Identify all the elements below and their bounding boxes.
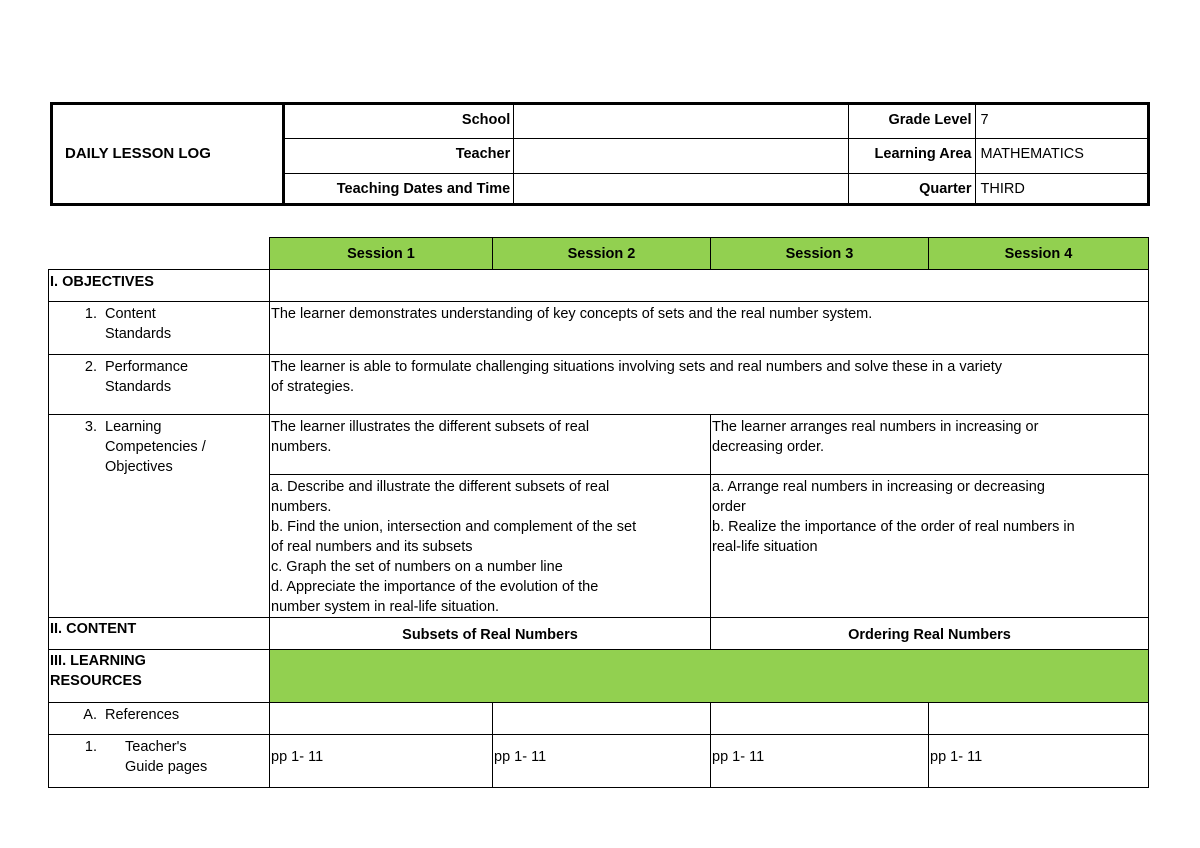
lesson-log-table: [48, 237, 1149, 788]
content-standards-label-line-1: Content: [105, 306, 156, 322]
content-standards-number: 1.: [84, 306, 97, 322]
content-heading: II. CONTENT: [49, 618, 270, 650]
quarter-label: Quarter: [849, 174, 975, 205]
objective-left-line-6: d. Appreciate the importance of the evolution of the: [271, 579, 599, 595]
teacher-field[interactable]: [514, 139, 849, 174]
resources-heading-line-1: III. LEARNING: [50, 653, 146, 669]
teachers-guide-label-line-1: Teacher's: [125, 739, 187, 755]
objective-left-line-5: c. Graph the set of numbers on a number line: [271, 559, 563, 575]
objective-left-line-3: b. Find the union, intersection and complement of the set: [271, 519, 637, 535]
school-field[interactable]: [514, 104, 849, 139]
session-1-header: Session 1: [270, 238, 493, 270]
performance-standards-number: 2.: [84, 359, 97, 375]
competency-sessions-3-4: [711, 415, 1149, 475]
competency-sessions-1-2: [270, 415, 711, 475]
learning-competencies-label-line-2: Competencies /: [105, 439, 206, 455]
teachers-guide-label: [49, 735, 270, 788]
session-3-header: Session 3: [711, 238, 929, 270]
teachers-guide-session-3: pp 1- 11: [711, 735, 929, 788]
objective-left-line-1: a. Describe and illustrate the different subsets of real: [271, 479, 610, 495]
competency-right-line-2: decreasing order.: [712, 439, 825, 455]
objective-left-line-7: number system in real-life situation.: [271, 599, 500, 615]
learning-competencies-label-line-3: Objectives: [105, 459, 173, 475]
corner-cell: [49, 238, 270, 270]
teacher-label: Teacher: [283, 139, 514, 174]
performance-standards-text: [270, 355, 1149, 415]
competency-right-line-1: The learner arranges real numbers in increasing or: [712, 419, 1039, 435]
resources-heading: [49, 650, 270, 703]
teachers-guide-session-4: pp 1- 11: [929, 735, 1149, 788]
session-2-header: Session 2: [493, 238, 711, 270]
references-session-3: [711, 703, 929, 735]
resources-heading-line-2: RESOURCES: [50, 673, 142, 689]
document-title: DAILY LESSON LOG: [52, 104, 284, 205]
competency-left-line-2: numbers.: [271, 439, 332, 455]
content-standards-text: The learner demonstrates understanding of key concepts of sets and the real number system.: [270, 302, 1149, 355]
objectives-sessions-1-2: [270, 475, 711, 618]
references-session-2: [493, 703, 711, 735]
teachers-guide-label-line-2: Guide pages: [125, 759, 208, 775]
references-number: A.: [83, 707, 97, 723]
learning-competencies-label-line-1: Learning: [105, 419, 162, 435]
resources-band: [270, 650, 1149, 703]
content-topic-right: Ordering Real Numbers: [711, 618, 1149, 650]
objectives-heading: I. OBJECTIVES: [49, 270, 270, 302]
performance-standards-label: [49, 355, 270, 415]
references-session-4: [929, 703, 1149, 735]
objectives-sessions-3-4: [711, 475, 1149, 618]
learning-area-label: Learning Area: [849, 139, 975, 174]
content-standards-label-line-2: Standards: [105, 326, 172, 342]
objective-right-line-2: order: [712, 499, 746, 515]
competency-left-line-1: The learner illustrates the different subsets of real: [271, 419, 590, 435]
lesson-log-header: [50, 102, 1150, 206]
objective-right-line-4: real-life situation: [712, 539, 818, 555]
performance-standards-label-line-1: Performance: [105, 359, 189, 375]
content-topic-left: Subsets of Real Numbers: [270, 618, 711, 650]
references-session-1: [270, 703, 493, 735]
teaching-dates-label: Teaching Dates and Time: [283, 174, 514, 205]
school-label: School: [283, 104, 514, 139]
learning-area-value[interactable]: MATHEMATICS: [975, 139, 1149, 174]
session-4-header: Session 4: [929, 238, 1149, 270]
teaching-dates-field[interactable]: [514, 174, 849, 205]
references-text: References: [105, 707, 180, 723]
performance-standards-line-1: The learner is able to formulate challenging situations involving sets and real numbers and solve these in a variety: [271, 359, 1003, 375]
references-label: [49, 703, 270, 735]
performance-standards-line-2: of strategies.: [271, 379, 355, 395]
objective-right-line-1: a. Arrange real numbers in increasing or decreasing: [712, 479, 1045, 495]
teachers-guide-session-2: pp 1- 11: [493, 735, 711, 788]
performance-standards-label-line-2: Standards: [105, 379, 172, 395]
objectives-blank: [270, 270, 1149, 302]
objective-left-line-4: of real numbers and its subsets: [271, 539, 473, 555]
teachers-guide-number: 1.: [84, 739, 97, 755]
objective-right-line-3: b. Realize the importance of the order of real numbers in: [712, 519, 1075, 535]
learning-competencies-label: [49, 415, 270, 618]
teachers-guide-session-1: pp 1- 11: [270, 735, 493, 788]
content-standards-label: [49, 302, 270, 355]
grade-level-value[interactable]: 7: [975, 104, 1149, 139]
learning-competencies-number: 3.: [84, 419, 97, 435]
objective-left-line-2: numbers.: [271, 499, 332, 515]
grade-level-label: Grade Level: [849, 104, 975, 139]
quarter-value[interactable]: THIRD: [980, 181, 1025, 198]
